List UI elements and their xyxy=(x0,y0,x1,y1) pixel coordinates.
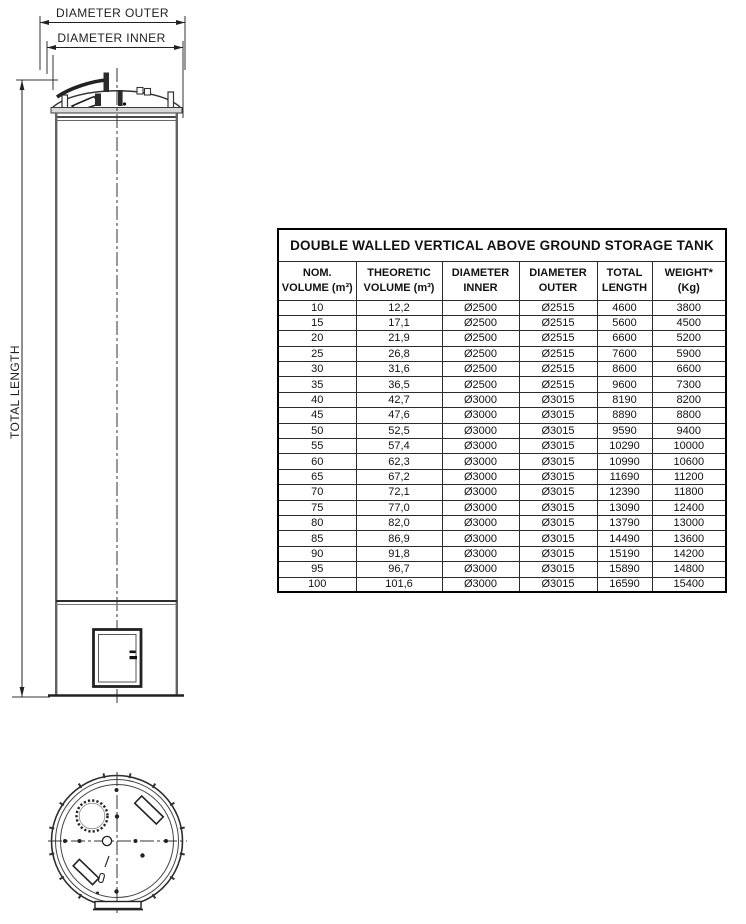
table-row xyxy=(278,454,726,469)
table-cell: Ø3015 xyxy=(519,423,597,438)
table-cell: 60 xyxy=(278,454,356,469)
col-header-line2: VOLUME (m³) xyxy=(363,281,435,294)
table-cell: 11200 xyxy=(652,469,726,484)
nozzle-left xyxy=(62,95,68,108)
col-header-diameter-outer xyxy=(519,261,597,300)
table-row xyxy=(278,439,726,454)
table-cell: Ø3015 xyxy=(519,454,597,469)
table-row xyxy=(278,562,726,577)
col-header-line1: NOM. xyxy=(302,266,332,279)
table-cell: 10600 xyxy=(652,454,726,469)
col-header-line2: LENGTH xyxy=(601,281,648,294)
table-cell: 75 xyxy=(278,500,356,515)
table-cell: 30 xyxy=(278,362,356,377)
table-cell: Ø2515 xyxy=(519,346,597,361)
table-cell: 100 xyxy=(278,577,356,592)
table-cell: 91,8 xyxy=(356,546,442,561)
table-cell: 62,3 xyxy=(356,454,442,469)
table-cell: Ø3015 xyxy=(519,531,597,546)
table-cell: Ø3000 xyxy=(442,500,519,515)
col-header-line1: DIAMETER xyxy=(451,266,510,279)
table-cell: Ø3015 xyxy=(519,500,597,515)
table-cell: 8800 xyxy=(652,408,726,423)
valve-small-a xyxy=(137,88,143,95)
table-cell: 86,9 xyxy=(356,531,442,546)
center-nozzle-circle xyxy=(102,836,111,845)
table-cell: 35 xyxy=(278,377,356,392)
table-header-row xyxy=(278,261,726,300)
table-cell: 72,1 xyxy=(356,485,442,500)
table-cell: Ø3015 xyxy=(519,408,597,423)
table-cell: 14800 xyxy=(652,562,726,577)
table-cell: 57,4 xyxy=(356,439,442,454)
table-cell: Ø3015 xyxy=(519,469,597,484)
nozzle-right xyxy=(168,92,174,108)
table-cell: 47,6 xyxy=(356,408,442,423)
table-cell: 9600 xyxy=(597,377,652,392)
col-header-diameter-inner xyxy=(442,261,519,300)
table-cell: 6600 xyxy=(597,331,652,346)
table-cell: Ø2500 xyxy=(442,346,519,361)
table-cell: 12400 xyxy=(652,500,726,515)
table-cell: 4600 xyxy=(597,300,652,315)
table-cell: 15400 xyxy=(652,577,726,592)
table-cell: Ø3015 xyxy=(519,562,597,577)
front-view xyxy=(12,16,185,706)
table-cell: Ø2500 xyxy=(442,315,519,330)
table-cell: Ø3000 xyxy=(442,562,519,577)
table-cell: 101,6 xyxy=(356,577,442,592)
table-cell: Ø3015 xyxy=(519,546,597,561)
table-cell: 9590 xyxy=(597,423,652,438)
table-cell: 6600 xyxy=(652,362,726,377)
table-cell: Ø3015 xyxy=(519,392,597,407)
table-cell: 14490 xyxy=(597,531,652,546)
table-title-row xyxy=(278,229,726,261)
table-cell: Ø3000 xyxy=(442,408,519,423)
base-plate xyxy=(95,902,141,909)
table-cell: 8890 xyxy=(597,408,652,423)
table-cell: 95 xyxy=(278,562,356,577)
table-cell: Ø3015 xyxy=(519,515,597,530)
table-cell: 5900 xyxy=(652,346,726,361)
table-row xyxy=(278,377,726,392)
dim-inner-line xyxy=(47,45,183,50)
table-cell: Ø3000 xyxy=(442,439,519,454)
table-row xyxy=(278,331,726,346)
table-row xyxy=(278,392,726,407)
table-cell: 50 xyxy=(278,423,356,438)
table-row xyxy=(278,577,726,592)
table-cell: 13600 xyxy=(652,531,726,546)
table-title: DOUBLE WALLED VERTICAL ABOVE GROUND STORAGE TANK xyxy=(278,229,726,261)
table-cell: 52,5 xyxy=(356,423,442,438)
table-cell: 8190 xyxy=(597,392,652,407)
table-cell: 16590 xyxy=(597,577,652,592)
table-row xyxy=(278,346,726,361)
table-cell: Ø3015 xyxy=(519,439,597,454)
table-cell: 45 xyxy=(278,408,356,423)
col-header-line1: TOTAL xyxy=(606,266,643,279)
table-cell: 3800 xyxy=(652,300,726,315)
table-cell: Ø3000 xyxy=(442,392,519,407)
valve-small-b xyxy=(145,89,151,96)
table-cell: 11800 xyxy=(652,485,726,500)
arrow-up-icon xyxy=(20,80,25,90)
table-cell: Ø2500 xyxy=(442,300,519,315)
table-cell: 9400 xyxy=(652,423,726,438)
table-cell: 13000 xyxy=(652,515,726,530)
table-cell: Ø3000 xyxy=(442,546,519,561)
table-cell: 10290 xyxy=(597,439,652,454)
door-latch xyxy=(130,651,136,654)
arrow-down-icon xyxy=(20,687,25,697)
table-cell: 11690 xyxy=(597,469,652,484)
table-cell: Ø2515 xyxy=(519,331,597,346)
table-cell: Ø3000 xyxy=(442,454,519,469)
tank-drawing xyxy=(0,0,250,924)
col-header-weight xyxy=(652,261,726,300)
table-cell: 10 xyxy=(278,300,356,315)
table-row xyxy=(278,500,726,515)
table-cell: 7300 xyxy=(652,377,726,392)
arrow-right-icon xyxy=(174,45,183,50)
nozzle-center xyxy=(118,90,123,106)
table-cell: 65 xyxy=(278,469,356,484)
table-cell: 12,2 xyxy=(356,300,442,315)
table-cell: 8600 xyxy=(597,362,652,377)
arrow-left-icon xyxy=(40,20,49,25)
table-row xyxy=(278,515,726,530)
table-cell: Ø3000 xyxy=(442,423,519,438)
table-row xyxy=(278,300,726,315)
bottom-view xyxy=(48,772,187,913)
table-row xyxy=(278,531,726,546)
col-header-line2: INNER xyxy=(463,281,498,294)
table-cell: Ø2515 xyxy=(519,362,597,377)
total-length-label: TOTAL LENGTH xyxy=(8,345,22,439)
table-cell: Ø3000 xyxy=(442,577,519,592)
table-cell: Ø2515 xyxy=(519,315,597,330)
table-cell: Ø3015 xyxy=(519,577,597,592)
table-cell: 13790 xyxy=(597,515,652,530)
table-cell: 12390 xyxy=(597,485,652,500)
table-cell: 4500 xyxy=(652,315,726,330)
table-cell: 26,8 xyxy=(356,346,442,361)
table-row xyxy=(278,546,726,561)
table-cell: 42,7 xyxy=(356,392,442,407)
table-cell: 55 xyxy=(278,439,356,454)
table-cell: 10990 xyxy=(597,454,652,469)
table-cell: 15 xyxy=(278,315,356,330)
table-cell: 80 xyxy=(278,515,356,530)
door-latch xyxy=(130,656,138,659)
access-door xyxy=(94,630,142,687)
arrow-right-icon xyxy=(176,20,185,25)
table-cell: 14200 xyxy=(652,546,726,561)
table-cell: 5600 xyxy=(597,315,652,330)
arrow-left-icon xyxy=(47,45,56,50)
table-cell: 5200 xyxy=(652,331,726,346)
table-cell: 25 xyxy=(278,346,356,361)
col-header-total-length xyxy=(597,261,652,300)
col-header-line1: THEORETIC xyxy=(367,266,431,279)
table-cell: Ø2515 xyxy=(519,300,597,315)
table-cell: Ø2500 xyxy=(442,377,519,392)
table-cell: 21,9 xyxy=(356,331,442,346)
table-cell: Ø3015 xyxy=(519,485,597,500)
col-header-nom-volume xyxy=(278,261,356,300)
table-cell: 7600 xyxy=(597,346,652,361)
table-cell: 67,2 xyxy=(356,469,442,484)
table-cell: Ø3000 xyxy=(442,515,519,530)
diameter-inner-label: DIAMETER INNER xyxy=(57,31,166,45)
col-header-line1: DIAMETER xyxy=(529,266,587,279)
table-row xyxy=(278,362,726,377)
table-cell: Ø3000 xyxy=(442,469,519,484)
table-cell: 17,1 xyxy=(356,315,442,330)
table-cell: 90 xyxy=(278,546,356,561)
col-header-line2: VOLUME (m³) xyxy=(281,281,353,294)
table-row xyxy=(278,469,726,484)
table-row xyxy=(278,485,726,500)
col-header-line2: OUTER xyxy=(538,281,578,294)
col-header-line2: (Kg) xyxy=(677,281,700,294)
table-cell: 8200 xyxy=(652,392,726,407)
table-cell: 96,7 xyxy=(356,562,442,577)
diameter-outer-label: DIAMETER OUTER xyxy=(56,6,169,20)
table-cell: 77,0 xyxy=(356,500,442,515)
table-cell: Ø2515 xyxy=(519,377,597,392)
col-header-line1: WEIGHT* xyxy=(664,266,713,279)
table-cell: 20 xyxy=(278,331,356,346)
table-cell: Ø2500 xyxy=(442,331,519,346)
table-cell: 31,6 xyxy=(356,362,442,377)
spec-table-container xyxy=(277,228,725,593)
table-cell: 13090 xyxy=(597,500,652,515)
table-cell: 70 xyxy=(278,485,356,500)
table-cell: 85 xyxy=(278,531,356,546)
table-cell: 36,5 xyxy=(356,377,442,392)
table-cell: Ø3000 xyxy=(442,531,519,546)
table-cell: 15190 xyxy=(597,546,652,561)
table-row xyxy=(278,315,726,330)
table-cell: 82,0 xyxy=(356,515,442,530)
table-row xyxy=(278,408,726,423)
table-cell: Ø2500 xyxy=(442,362,519,377)
table-row xyxy=(278,423,726,438)
col-header-theoretic-volume xyxy=(356,261,442,300)
table-cell: 15890 xyxy=(597,562,652,577)
dim-outer-line xyxy=(40,20,185,25)
table-cell: 40 xyxy=(278,392,356,407)
spec-table xyxy=(277,228,727,593)
table-cell: 10000 xyxy=(652,439,726,454)
table-cell: Ø3000 xyxy=(442,485,519,500)
table-body xyxy=(278,300,726,592)
